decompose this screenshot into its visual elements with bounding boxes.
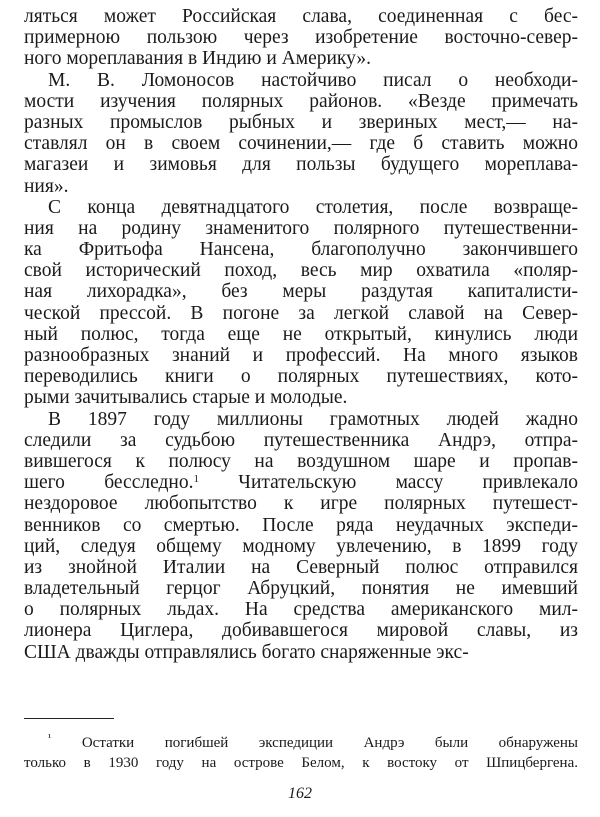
footnote-text: Остатки погибшей экспедиции Андрэ были обнаружены: [81, 735, 579, 751]
text-line: С конца девятнадцатого столетия, после возвраще-: [48, 196, 578, 218]
text-line: ная лихорадка», без меры раздутая капиталисти-: [24, 281, 578, 303]
footnote-line: только в 1930 году на острове Белом, к востоку от Шпицбергена.: [24, 755, 578, 771]
paragraph: [24, 197, 578, 409]
text-line: ния на родину знаменитого полярного путешественни-: [24, 217, 578, 239]
text-line: нездоровое любопытство к игре полярных путешест-: [24, 493, 578, 515]
text-line: переводились книги о полярных путешествиях, кото-: [24, 366, 578, 388]
paragraph: [24, 6, 578, 70]
text-line: о полярных льдах. На средства американского мил-: [24, 599, 578, 621]
text-line: М. В. Ломоносов настойчиво писал о необходи-: [48, 69, 578, 91]
text-line: ного мореплавания в Индию и Америку».: [24, 48, 371, 70]
paragraph: [24, 70, 578, 197]
text-line: разных промыслов рыбных и звериных мест,— на-: [24, 111, 578, 133]
text-line: лионера Циглера, добивавшегося мировой славы, из: [24, 620, 578, 642]
footnote: [24, 733, 578, 773]
text-line: США дважды отправлялись богато снаряженные экс-: [24, 641, 469, 663]
footnote-ref: 1: [193, 473, 199, 486]
text-line: ка Фритьофа Нансена, благополучно закончившего: [24, 239, 578, 261]
text-line: примерною пользою через изобретение восточно-север-: [24, 27, 578, 49]
text-line: свой исторический поход, весь мир охватила «поляр-: [24, 260, 578, 282]
text-line: мости изучения полярных районов. «Везде примечать: [24, 90, 578, 112]
footnote-divider: [24, 718, 114, 719]
page-number: 162: [288, 785, 312, 802]
text-line: ния».: [24, 175, 69, 197]
text-line: разнообразных знаний и профессий. На много языков: [24, 345, 578, 366]
footnote-marker: ¹: [48, 732, 52, 744]
text-line: ный полюс, тогда еще не открытый, кинулись люди: [24, 323, 578, 345]
text-line: из знойной Италии на Северный полюс отправился: [24, 556, 578, 578]
text-line: венников со смертью. После ряда неудачных экспеди-: [24, 514, 578, 536]
text-line: вившегося к полюсу на воздушном шаре и пропав-: [24, 450, 578, 472]
text-line: ций, следуя общему модному увлечению, в 1899 году: [24, 535, 578, 557]
text-line: ляться может Российская слава, соединенная с бес-: [24, 6, 578, 27]
text-line: шего бесследно.$^1$ Читательскую массу привлекало: [24, 472, 578, 494]
text-line: следили за судьбою путешественника Андрэ, отпра-: [24, 429, 578, 451]
text-line: владетельный герцог Абруцкий, понятия не имевший: [24, 578, 578, 600]
text-line: ческой прессой. В погоне за легкой славой на Север-: [24, 302, 578, 324]
footnote-line: [24, 733, 578, 753]
paragraph: [24, 409, 578, 663]
text-line: рыми зачитывались старые и молодые.: [24, 387, 348, 409]
text-line: магазеи и зимовья для пользы будущего мореплава-: [24, 154, 578, 176]
body-text: [24, 6, 578, 663]
text-line: В 1897 году миллионы грамотных людей жадно: [48, 408, 578, 430]
text-line: ставлял он в своем сочинении,— где б ставить можно: [24, 133, 578, 155]
